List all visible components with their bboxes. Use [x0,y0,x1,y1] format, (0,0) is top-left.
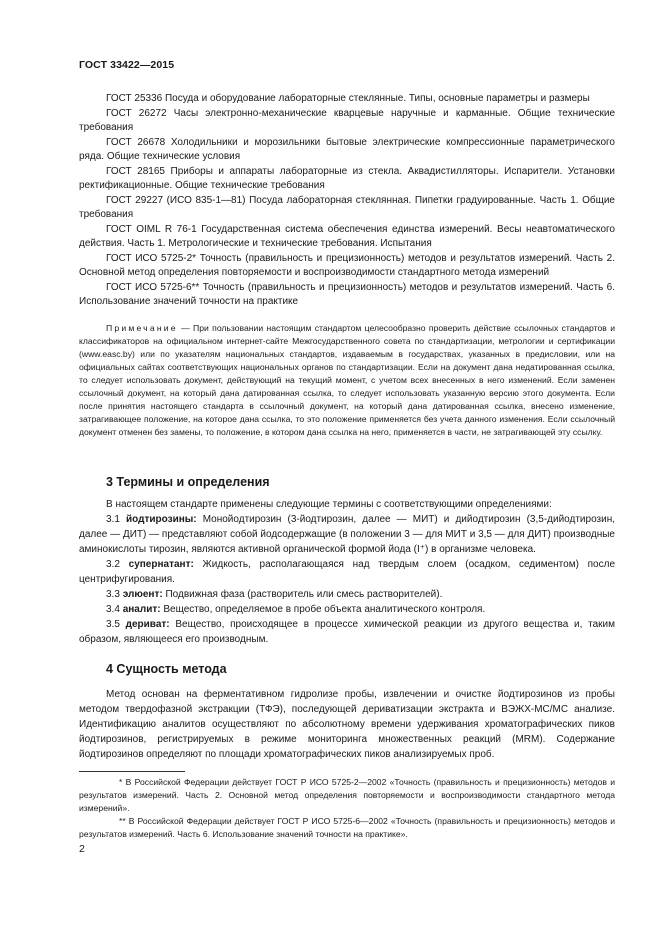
references-note [79,322,615,439]
term-name: дериват: [125,619,170,630]
term-number: 3.2 [106,559,120,570]
section-4-body [79,687,615,762]
note-label: Примечание [106,323,178,333]
term-number: 3.3 [106,589,120,600]
section-3-body [79,497,615,647]
reference-item: ГОСТ 29227 (ИСО 835-1—81) Посуда лабораторная стеклянная. Пипетки градуированные. Часть 1. Общие требования [79,194,615,220]
term-definition [79,587,615,602]
term-text: Жидкость, располагающаяся над твердым слоем (осадком, седиментом) после центрифугирования. [79,559,616,585]
section-4-heading: 4 Сущность метода [106,662,227,676]
term-name: аналит: [122,604,161,615]
reference-item: ГОСТ 28165 Приборы и аппараты лабораторные из стекла. Аквадистилляторы. Испарители. Установки ректификационные. Общие технические требования [79,165,615,191]
reference-item: ГОСТ 26272 Часы электронно-механические кварцевые наручные и карманные. Общие технические требования [79,107,615,133]
section-3-heading: 3 Термины и определения [106,475,270,489]
term-number: 3.5 [106,619,120,630]
footnote-text: * В Российской Федерации действует ГОСТ Р ИСО 5725-2—2002 «Точность (правильность и прецизионность) методов и результатов измерений. Часть 2. Основной метод определения повторяемости и воспроизводимости стандартного метода измерений». [79,777,615,813]
term-number: 3.4 [106,604,120,615]
term-name: супернатант: [128,559,194,570]
term-definition [79,557,615,587]
note-text: — При пользовании настоящим стандартом целесообразно проверить действие ссылочных стандартов и классификаторов на официальном интернет-сайте Межгосударственного совета по стандартизации, метрологии и сертификации (www.easc.by) или по указателям национальных стандартов, издаваемым в государствах, указанных в предисловии, или на официальных сайтах соответствующих национальных органов по стандартизации. Если на документ дана недатированная ссылка, то следует использовать документ, действующий на текущий момент, с учетом всех внесенных в него изменений. Если заменен ссылочный документ, на который дана датированная ссылка, то следует использовать указанную версию этого документа. Если после принятия настоящего стандарта в ссылочный документ, на который дана датированная ссылка, внесено изменение, затрагивающее положение, на которое дана ссылка, то это положение применяется без учета данного изменения. Если ссылочный документ отменен без замены, то положение, в котором дана ссылка на него, применяется в части, не затрагивающей эту ссылку. [79,323,615,437]
term-text: Вещество, определяемое в пробе объекта аналитического контроля. [160,604,486,615]
term-definition [79,617,615,647]
term-text: Вещество, происходящее в процессе химической реакции из другого вещества и, таким образом, являющееся его производным. [79,619,615,645]
term-text: Монойодтирозин (3-йодтирозин, далее — МИТ) и дийодтирозин (3,5-дийодтирозин, далее — ДИТ) — представляют собой йодсодержащие (в положении 3 — для МИТ и 3,5 — для ДИТ) производные аминокислоты тирозин, являются активной органической формой йода (I⁺) в организме человека. [79,514,615,555]
section-3-intro: В настоящем стандарте применены следующие термины с соответствующими определениями: [106,499,552,510]
page-number: 2 [79,843,85,855]
term-number: 3.1 [106,514,120,525]
footnote-2 [79,815,615,841]
footnote-text: ** В Российской Федерации действует ГОСТ Р ИСО 5725-6—2002 «Точность (правильность и прецизионность) методов и результатов измерений. Часть 6. Использование значений точности на практике». [79,816,615,839]
note-paragraph [79,322,615,439]
term-definition [79,602,615,617]
reference-item: ГОСТ OIML R 76-1 Государственная система обеспечения единства измерений. Весы неавтоматического действия. Часть 1. Метрологические и технические требования. Испытания [79,223,615,249]
term-name: йодтирозины: [126,514,197,525]
normative-references [79,92,615,310]
term-definition [79,512,615,557]
reference-item: ГОСТ ИСО 5725-6** Точность (правильность и прецизионность) методов и результатов измерений. Часть 6. Использование значений точности на практике [79,281,615,307]
section-4-text: Метод основан на ферментативном гидролизе пробы, извлечении и очистке йодтирозинов из пробы методом твердофазной экстракции (ТФЭ), последующей дериватизации экстракта и ВЭЖХ-МС/МС анализе. Идентификацию аналитов осуществляют по абсолютному времени удерживания хроматографических пиков йодтирозинов, регистрируемых в режиме мониторинга множественных реакций (MRM). Содержание йодтирозинов определяют по площади хроматографических пиков анализируемых проб. [79,689,615,760]
term-name: элюент: [122,589,163,600]
standard-header: ГОСТ 33422—2015 [79,59,175,71]
footnote-1 [79,776,615,815]
footnote-divider [79,771,185,772]
reference-item: ГОСТ 26678 Холодильники и морозильники бытовые электрические компрессионные параметрического ряда. Общие технические условия [79,136,615,162]
term-text: Подвижная фаза (растворитель или смесь растворителей). [162,589,443,600]
reference-item: ГОСТ ИСО 5725-2* Точность (правильность и прецизионность) методов и результатов измерений. Часть 2. Основной метод определения повторяемости и воспроизводимости стандартного метода измерений [79,252,615,278]
reference-item: ГОСТ 25336 Посуда и оборудование лабораторные стеклянные. Типы, основные параметры и размеры [106,93,590,104]
